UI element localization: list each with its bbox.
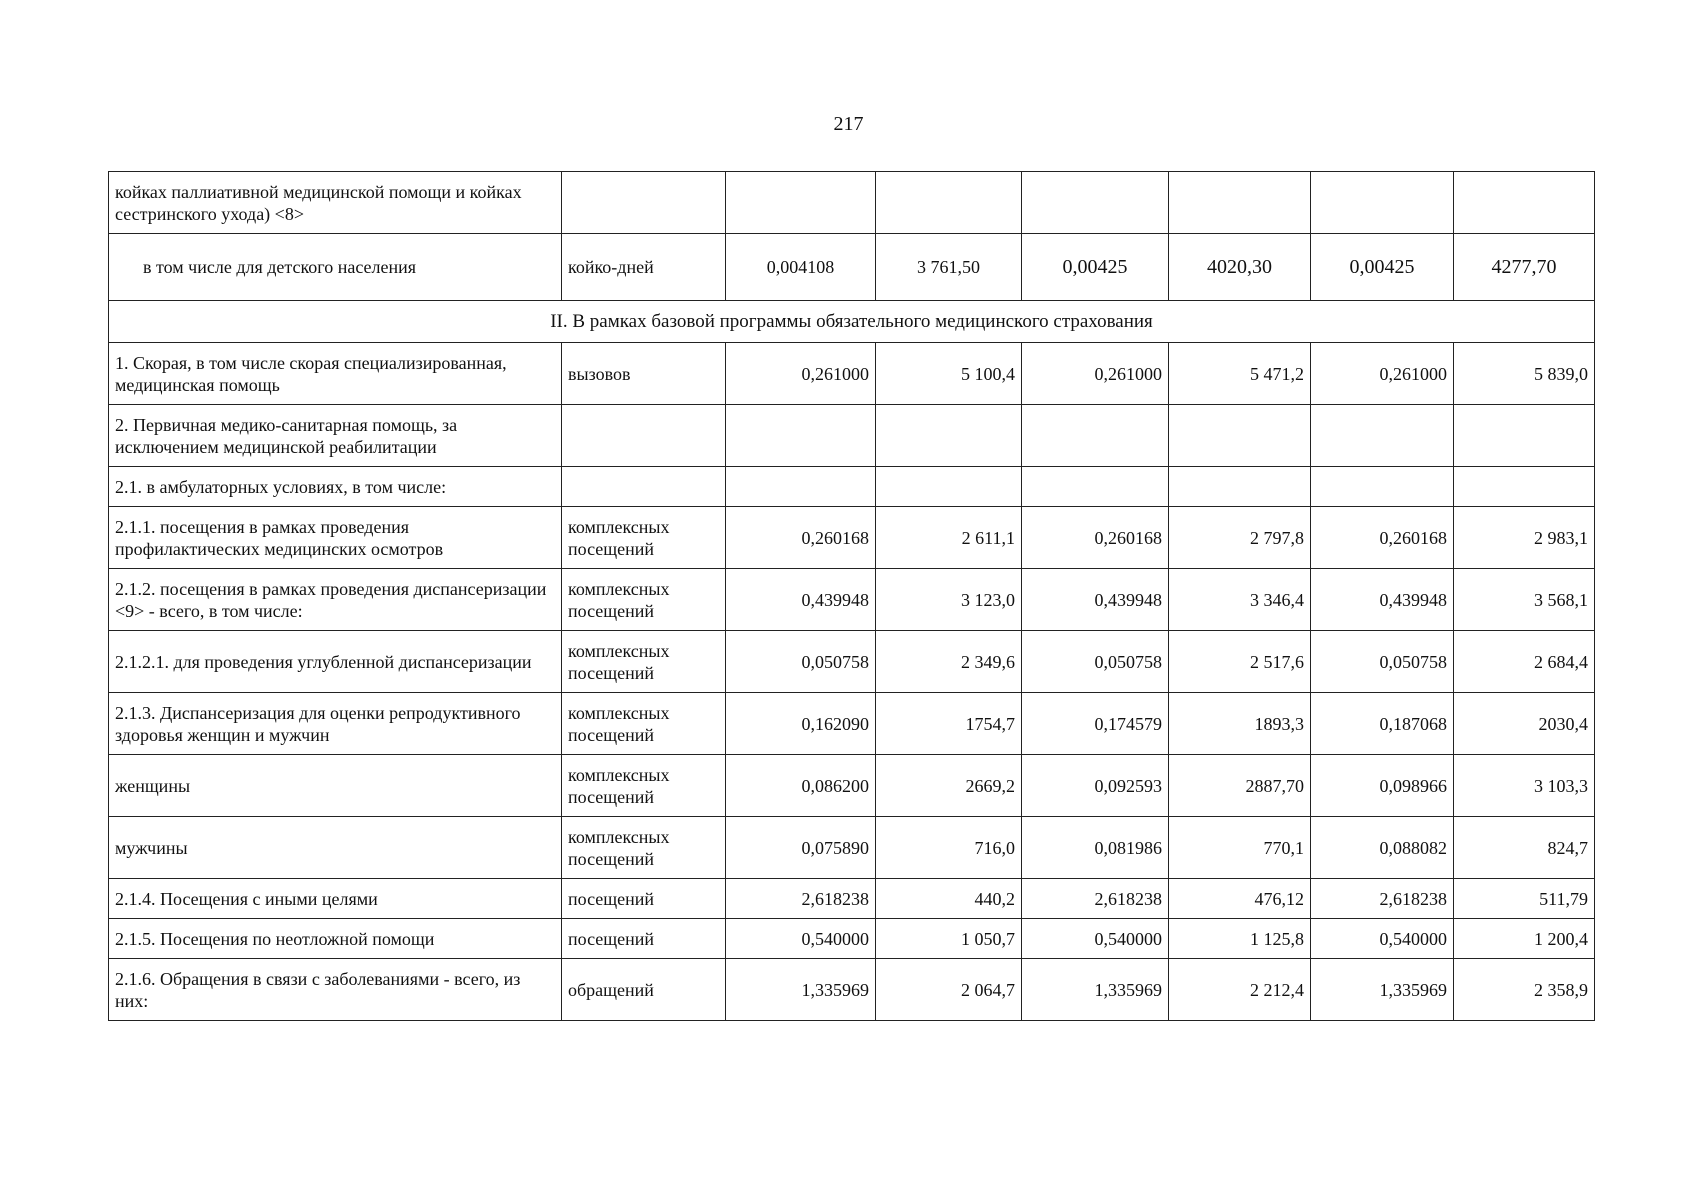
section-row bbox=[109, 301, 1595, 343]
row-value: 3 123,0 bbox=[876, 569, 1022, 631]
row-value: 0,050758 bbox=[726, 631, 876, 693]
row-value: 5 100,4 bbox=[876, 343, 1022, 405]
row-value: 1 050,7 bbox=[876, 919, 1022, 959]
row-value bbox=[1311, 405, 1454, 467]
row-value: 1 125,8 bbox=[1169, 919, 1311, 959]
row-value: 0,439948 bbox=[1022, 569, 1169, 631]
row-name: 2.1.1. посещения в рамках проведения профилактических медицинских осмотров bbox=[109, 507, 562, 569]
standards-table bbox=[108, 171, 1595, 1021]
row-name: 2.1. в амбулаторных условиях, в том числе: bbox=[109, 467, 562, 507]
row-value: 2 358,9 bbox=[1454, 959, 1595, 1021]
row-value: 0,004108 bbox=[726, 234, 876, 301]
row-value: 0,261000 bbox=[726, 343, 876, 405]
row-name: 2.1.6. Обращения в связи с заболеваниями - всего, из них: bbox=[109, 959, 562, 1021]
table-row bbox=[109, 507, 1595, 569]
row-value bbox=[1022, 467, 1169, 507]
row-value: 3 761,50 bbox=[876, 234, 1022, 301]
row-value: 0,439948 bbox=[1311, 569, 1454, 631]
row-value: 0,081986 bbox=[1022, 817, 1169, 879]
table-row bbox=[109, 755, 1595, 817]
row-value: 4277,70 bbox=[1454, 234, 1595, 301]
row-name: женщины bbox=[109, 755, 562, 817]
row-value: 3 346,4 bbox=[1169, 569, 1311, 631]
row-unit: комплексных посещений bbox=[562, 817, 726, 879]
row-value: 2 611,1 bbox=[876, 507, 1022, 569]
row-name: 1. Скорая, в том числе скорая специализированная, медицинская помощь bbox=[109, 343, 562, 405]
section-title: II. В рамках базовой программы обязательного медицинского страхования bbox=[109, 301, 1595, 343]
row-value: 0,439948 bbox=[726, 569, 876, 631]
table-row bbox=[109, 631, 1595, 693]
row-value: 4020,30 bbox=[1169, 234, 1311, 301]
row-value: 1,335969 bbox=[1311, 959, 1454, 1021]
row-name: мужчины bbox=[109, 817, 562, 879]
row-value: 440,2 bbox=[876, 879, 1022, 919]
row-value: 2 349,6 bbox=[876, 631, 1022, 693]
row-unit: посещений bbox=[562, 879, 726, 919]
row-value: 0,174579 bbox=[1022, 693, 1169, 755]
row-unit: обращений bbox=[562, 959, 726, 1021]
table-row bbox=[109, 467, 1595, 507]
row-value bbox=[1169, 172, 1311, 234]
row-value: 2 684,4 bbox=[1454, 631, 1595, 693]
row-value: 1 200,4 bbox=[1454, 919, 1595, 959]
row-value: 0,050758 bbox=[1022, 631, 1169, 693]
row-value: 5 839,0 bbox=[1454, 343, 1595, 405]
table-row bbox=[109, 343, 1595, 405]
table-row bbox=[109, 569, 1595, 631]
row-value: 3 103,3 bbox=[1454, 755, 1595, 817]
row-value: 511,79 bbox=[1454, 879, 1595, 919]
row-value: 0,075890 bbox=[726, 817, 876, 879]
row-value: 2 517,6 bbox=[1169, 631, 1311, 693]
row-unit: комплексных посещений bbox=[562, 569, 726, 631]
row-value: 2030,4 bbox=[1454, 693, 1595, 755]
table-row bbox=[109, 919, 1595, 959]
row-unit bbox=[562, 405, 726, 467]
row-value: 0,261000 bbox=[1311, 343, 1454, 405]
row-value: 2,618238 bbox=[1022, 879, 1169, 919]
row-value: 0,260168 bbox=[1022, 507, 1169, 569]
row-value: 2669,2 bbox=[876, 755, 1022, 817]
row-unit: комплексных посещений bbox=[562, 507, 726, 569]
row-value: 476,12 bbox=[1169, 879, 1311, 919]
row-value: 0,261000 bbox=[1022, 343, 1169, 405]
row-value bbox=[876, 172, 1022, 234]
row-value: 0,187068 bbox=[1311, 693, 1454, 755]
row-unit bbox=[562, 467, 726, 507]
row-value bbox=[1454, 405, 1595, 467]
row-value: 5 471,2 bbox=[1169, 343, 1311, 405]
row-value bbox=[1169, 467, 1311, 507]
row-name: койках паллиативной медицинской помощи и койках сестринского ухода) <8> bbox=[109, 172, 562, 234]
row-value: 1,335969 bbox=[1022, 959, 1169, 1021]
row-value: 2 212,4 bbox=[1169, 959, 1311, 1021]
row-value: 0,540000 bbox=[726, 919, 876, 959]
row-value bbox=[876, 405, 1022, 467]
row-value: 0,00425 bbox=[1022, 234, 1169, 301]
table-row bbox=[109, 234, 1595, 301]
row-value: 1,335969 bbox=[726, 959, 876, 1021]
row-value: 0,162090 bbox=[726, 693, 876, 755]
row-unit: комплексных посещений bbox=[562, 693, 726, 755]
row-name: в том числе для детского населения bbox=[109, 234, 562, 301]
row-value bbox=[726, 467, 876, 507]
row-value bbox=[726, 405, 876, 467]
row-value: 716,0 bbox=[876, 817, 1022, 879]
row-value: 0,050758 bbox=[1311, 631, 1454, 693]
table-row bbox=[109, 817, 1595, 879]
row-value: 0,260168 bbox=[1311, 507, 1454, 569]
row-value: 824,7 bbox=[1454, 817, 1595, 879]
row-value: 2 797,8 bbox=[1169, 507, 1311, 569]
row-value: 0,540000 bbox=[1311, 919, 1454, 959]
row-value: 0,086200 bbox=[726, 755, 876, 817]
row-value: 0,092593 bbox=[1022, 755, 1169, 817]
row-value: 2 983,1 bbox=[1454, 507, 1595, 569]
row-unit: комплексных посещений bbox=[562, 631, 726, 693]
row-unit bbox=[562, 172, 726, 234]
row-value bbox=[876, 467, 1022, 507]
row-value: 0,098966 bbox=[1311, 755, 1454, 817]
row-value bbox=[1311, 467, 1454, 507]
table-row bbox=[109, 172, 1595, 234]
table-row bbox=[109, 959, 1595, 1021]
row-value bbox=[1169, 405, 1311, 467]
table-row bbox=[109, 879, 1595, 919]
row-value: 0,260168 bbox=[726, 507, 876, 569]
row-value: 2,618238 bbox=[726, 879, 876, 919]
row-value bbox=[1454, 172, 1595, 234]
row-value: 3 568,1 bbox=[1454, 569, 1595, 631]
row-value: 1893,3 bbox=[1169, 693, 1311, 755]
row-value bbox=[1311, 172, 1454, 234]
table-row bbox=[109, 693, 1595, 755]
row-value bbox=[1454, 467, 1595, 507]
row-value: 1754,7 bbox=[876, 693, 1022, 755]
row-value: 0,00425 bbox=[1311, 234, 1454, 301]
row-unit: койко-дней bbox=[562, 234, 726, 301]
row-name: 2.1.2. посещения в рамках проведения диспансеризации <9> - всего, в том числе: bbox=[109, 569, 562, 631]
row-name: 2.1.5. Посещения по неотложной помощи bbox=[109, 919, 562, 959]
row-value: 0,540000 bbox=[1022, 919, 1169, 959]
row-unit: комплексных посещений bbox=[562, 755, 726, 817]
table-row bbox=[109, 405, 1595, 467]
row-value: 0,088082 bbox=[1311, 817, 1454, 879]
row-value bbox=[1022, 405, 1169, 467]
row-value: 2,618238 bbox=[1311, 879, 1454, 919]
row-value bbox=[1022, 172, 1169, 234]
row-value: 770,1 bbox=[1169, 817, 1311, 879]
row-unit: посещений bbox=[562, 919, 726, 959]
row-value: 2887,70 bbox=[1169, 755, 1311, 817]
row-name: 2.1.3. Диспансеризация для оценки репродуктивного здоровья женщин и мужчин bbox=[109, 693, 562, 755]
row-unit: вызовов bbox=[562, 343, 726, 405]
page-number: 217 bbox=[833, 113, 864, 135]
row-name: 2.1.4. Посещения с иными целями bbox=[109, 879, 562, 919]
row-value: 2 064,7 bbox=[876, 959, 1022, 1021]
row-name: 2. Первичная медико-санитарная помощь, за исключением медицинской реабилитации bbox=[109, 405, 562, 467]
row-value bbox=[726, 172, 876, 234]
row-name: 2.1.2.1. для проведения углубленной диспансеризации bbox=[109, 631, 562, 693]
